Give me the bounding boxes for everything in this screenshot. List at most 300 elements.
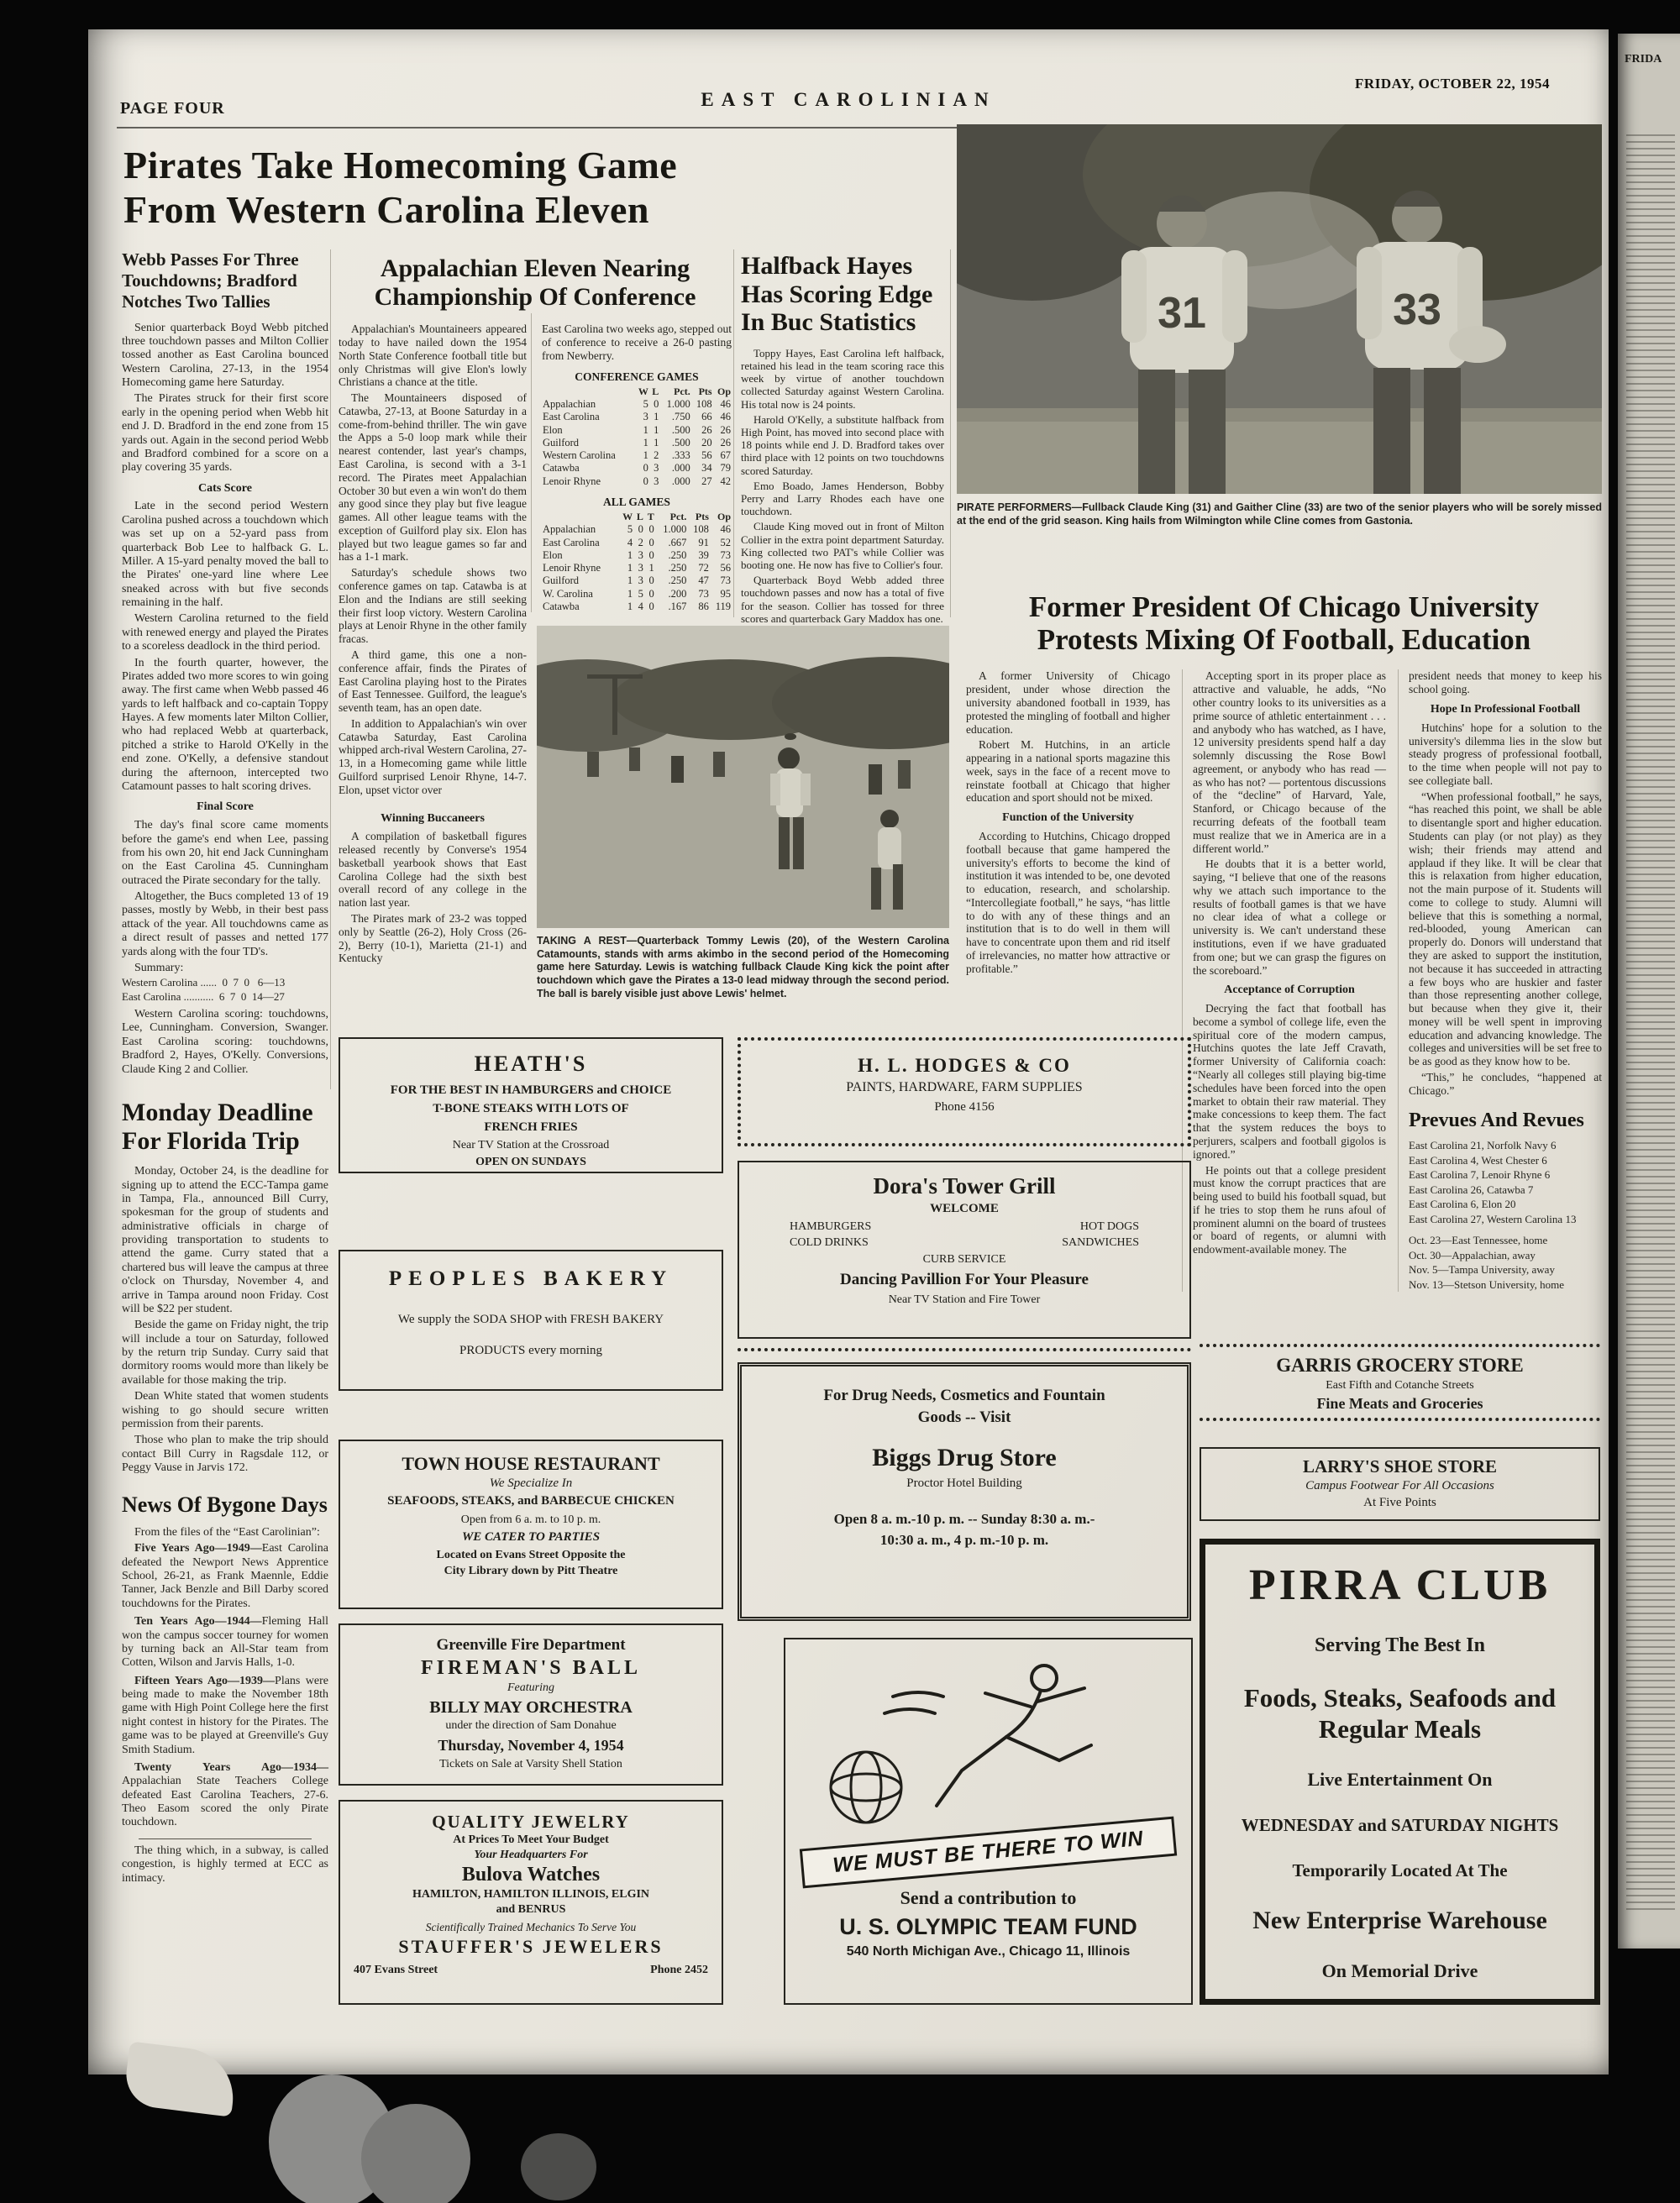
conference-games-table xyxy=(542,386,732,488)
lead-paragraph: In the fourth quarter, however, the Pirates added two more scores to win going away. The first came when Webb passed 46 yards to left halfback and co-captain Toppy Hayes. A few moments later Milton Collier, who had replaced Webb at quarterback, pitched a strike to Harold O'Kelly in the end zone. O'Kelly, a defensive standout during the afternoon, intercepted two Catamount passes to halt scoring drives. xyxy=(122,656,328,793)
pct-cell: .500 xyxy=(671,423,690,436)
team-cell: Western Carolina xyxy=(543,449,616,462)
pts-cell: 39 xyxy=(698,548,709,561)
wins-cell: 0 xyxy=(643,462,648,475)
team-cell: Appalachian xyxy=(543,523,596,536)
chicago-paragraph: Decrying the fact that football has become a symbol of college life, even the spiritual core of the modern campus, Hutchins quotes the late Jeff Cravath, former University of California coach: “Nearly all colleges still playing big-time schedules have been forced into the open market to obtain their raw material. They make concessions to keep them. The fact that the system reduces the boys to perjurers, scalpers and football gigolos is ignored.” xyxy=(1193,1002,1386,1161)
bygone-item-text: Plans were being made to make the November 18th game with High Point College here the first night contest in history for the Pirates. The game was to be played at Greenville's Guy Smith Stadium. xyxy=(122,1674,328,1756)
all-games-table-row xyxy=(542,549,732,562)
prevues-schedule-line: Oct. 30—Appalachian, away xyxy=(1409,1248,1536,1261)
newspaper-name: EAST CAROLINIAN xyxy=(701,89,996,110)
team-cell: Guilford xyxy=(543,574,580,587)
garris-ad xyxy=(1200,1344,1600,1421)
conference-table-row xyxy=(542,449,732,462)
garris-name: GARRIS GROCERY STORE xyxy=(1276,1355,1524,1376)
conference-table-header-cell: L xyxy=(652,386,659,398)
doras-name: Dora's Tower Grill xyxy=(873,1173,1056,1199)
star-divider xyxy=(738,1348,1191,1351)
losses-cell: 3 xyxy=(638,548,643,561)
conference-table-row xyxy=(542,398,732,411)
conference-table-header-cell: Op xyxy=(717,386,731,398)
bygone-item xyxy=(122,1615,328,1671)
wins-cell: 1 xyxy=(627,600,633,612)
bygone-intro: From the files of the “East Carolinian”: xyxy=(134,1525,320,1539)
all-games-header-cell: Pts xyxy=(695,511,709,523)
larrys-ad xyxy=(1200,1447,1600,1521)
team-cell: Elon xyxy=(543,548,563,561)
op-cell: 95 xyxy=(720,587,731,600)
all-games-table-row xyxy=(542,537,732,549)
wins-cell: 1 xyxy=(627,548,633,561)
team-cell: Lenoir Rhyne xyxy=(543,562,601,574)
all-games-table-row xyxy=(542,601,732,613)
pirra-line5: WEDNESDAY and SATURDAY NIGHTS xyxy=(1241,1814,1559,1835)
bygone-headline: News Of Bygone Days xyxy=(122,1492,328,1518)
heaths-name: HEATH'S xyxy=(474,1052,588,1076)
conference-table-row xyxy=(542,424,732,437)
ties-cell: 0 xyxy=(648,548,654,561)
losses-cell: 1 xyxy=(654,423,659,436)
op-cell: 46 xyxy=(720,398,731,411)
ties-cell: 0 xyxy=(648,600,654,612)
team-cell: W. Carolina xyxy=(543,587,593,600)
all-games-header-row xyxy=(542,511,732,523)
action-photo-image xyxy=(537,626,949,928)
prevues-schedule-line: Nov. 13—Stetson University, home xyxy=(1409,1277,1564,1291)
lead-headline-line1: Pirates Take Homecoming Game xyxy=(123,144,678,186)
appalachian-paragraph: The Mountaineers disposed of Catawba, 27-13, at Boone Saturday in a come-from-behind thriller. The win gave the Apps a 5-0 loop mark while their nearest contender, last year's champs, East Carolina, is second with a 3-1 record. The Pirates meet Appalachian October 30 but even a win won't do them any good since they play but five league games. All other league teams with the exception of Guilford play six. Elon has played but two league games so far and has a 1-1 mark. xyxy=(339,391,527,564)
filler-note: The thing which, in a subway, is called congestion, is highly termed at ECC as intimacy. xyxy=(122,1844,328,1885)
chicago-column-c xyxy=(1398,669,1602,1292)
all-games-title: ALL GAMES xyxy=(603,495,670,508)
pirra-line8: On Memorial Drive xyxy=(1321,1959,1478,1981)
wins-cell: 3 xyxy=(643,411,648,423)
bygone-item xyxy=(122,1761,328,1830)
town-house-line1: We Specialize In xyxy=(489,1477,573,1491)
heaths-line4: Near TV Station at the Crossroad xyxy=(452,1139,610,1152)
hayes-headline-line3: In Buc Statistics xyxy=(741,308,916,337)
adjacent-page-header-fragment: FRIDA xyxy=(1625,53,1662,66)
summary-label: Summary: xyxy=(134,961,184,974)
pct-cell: .167 xyxy=(668,600,687,612)
pirra-line7: New Enterprise Warehouse xyxy=(1252,1906,1547,1934)
ties-cell: 0 xyxy=(648,536,654,548)
column-1 xyxy=(122,249,328,1888)
appalachian-paragraph: Saturday's schedule shows two conference games on tap. Catawba is at Elon and the Indians are still seeking their first loop victory. Western Carolina plays at Lenoir Rhyne in the other family fracas. xyxy=(339,566,527,646)
lead-deck-line2: Touchdowns; Bradford xyxy=(122,270,297,291)
olympic-fund-ad xyxy=(784,1638,1193,2005)
prevues-schedule-line: Oct. 23—East Tennessee, home xyxy=(1409,1234,1548,1247)
biggs-line4: Open 8 a. m.-10 p. m. -- Sunday 8:30 a. m.- xyxy=(833,1510,1095,1527)
hayes-headline-line1: Halfback Hayes xyxy=(741,252,913,280)
lead-paragraph: Senior quarterback Boyd Webb pitched three touchdown passes and Milton Collier tossed another as East Carolina bounced Western Carolina, 27-13, in the 1954 Homecoming game here Saturday. xyxy=(122,321,328,390)
ties-cell: 1 xyxy=(648,562,654,574)
players-photo-image xyxy=(957,124,1602,494)
conference-table-header-row xyxy=(542,386,732,398)
column-rule xyxy=(733,249,734,617)
conference-table-body xyxy=(542,398,732,488)
hodges-name: H. L. HODGES & CO xyxy=(858,1055,1071,1076)
wins-cell: 5 xyxy=(627,523,633,536)
wins-cell: 1 xyxy=(627,574,633,587)
hodges-line2: Phone 4156 xyxy=(934,1099,995,1114)
ties-cell: 0 xyxy=(648,587,654,600)
winning-paragraph: A compilation of basketball figures released recently by Converse's 1954 basketball yearbook shows that East Carolina College had the sixth best overall record of any college in the nation last year. xyxy=(339,830,527,910)
conference-table-header-cell: W xyxy=(638,386,648,398)
lead-headline xyxy=(123,144,753,233)
town-house-line3: Open from 6 a. m. to 10 p. m. xyxy=(460,1513,601,1527)
pts-cell: 56 xyxy=(701,449,712,462)
op-cell: 52 xyxy=(720,536,731,548)
newspaper-page xyxy=(88,29,1609,2074)
conference-table-header-cell: Pct. xyxy=(674,386,690,398)
appalachian-paragraph: Appalachian's Mountaineers appeared today to have nailed down the 1954 North State Conference football title but only Christmas will give Elon's lowly Christians a chance at the title. xyxy=(339,323,527,389)
doras-ad xyxy=(738,1161,1191,1339)
monday-paragraph: Dean White stated that women students wishing to go should secure written permission from their parents. xyxy=(122,1390,328,1430)
prevues-result-line: East Carolina 27, Western Carolina 13 xyxy=(1409,1212,1577,1225)
lead-paragraph: Altogether, the Bucs completed 13 of 19 passes, mostly by Webb, in their best pass attack of the year. All touchdowns came as a direct result of passes and netted 177 yards along with the four TD's. xyxy=(122,890,328,958)
hayes-paragraph: Claude King moved out in front of Milton Collier in the extra point department Saturday. King collected two PAT's while Collier was booting one. He now has five to Collier's four. xyxy=(741,520,944,572)
pirra-club-ad xyxy=(1200,1539,1600,2005)
score-summary-line: Western Carolina ...... 0 7 0 6—13 xyxy=(122,976,286,989)
prevues-results-list xyxy=(1409,1138,1602,1226)
firemans-ball-ad xyxy=(339,1623,723,1786)
heaths-line1: FOR THE BEST IN HAMBURGERS and CHOICE xyxy=(390,1083,672,1098)
losses-cell: 3 xyxy=(638,574,643,587)
op-cell: 26 xyxy=(720,436,731,448)
pct-cell: .000 xyxy=(671,462,690,475)
monday-headline xyxy=(122,1099,328,1155)
doras-item-hamburgers: HAMBURGERS xyxy=(790,1220,872,1233)
losses-cell: 1 xyxy=(654,436,659,448)
larrys-line2: At Five Points xyxy=(1363,1495,1436,1509)
op-cell: 79 xyxy=(720,462,731,475)
pts-cell: 72 xyxy=(698,562,709,574)
lead-subhead-cats-score: Cats Score xyxy=(198,481,252,495)
all-games-table-row xyxy=(542,562,732,574)
filler-rule xyxy=(139,1838,312,1839)
stauffers-phone: Phone 2452 xyxy=(650,1964,708,1977)
prevues-result-line: East Carolina 21, Norfolk Navy 6 xyxy=(1409,1139,1557,1151)
losses-cell: 4 xyxy=(638,600,643,612)
all-games-header-cell: T xyxy=(647,511,654,523)
conference-table-header-cell xyxy=(542,386,634,398)
doras-item-sandwiches: SANDWICHES xyxy=(1062,1236,1139,1250)
peoples-line2: PRODUCTS every morning xyxy=(459,1343,602,1357)
town-house-line5: Located on Evans Street Opposite the xyxy=(436,1548,626,1561)
chicago-paragraph: “This,” he concludes, “happened at Chicago.” xyxy=(1409,1071,1602,1097)
op-cell: 73 xyxy=(720,574,731,587)
stauffers-line3: HAMILTON, HAMILTON ILLINOIS, ELGIN xyxy=(412,1888,650,1901)
chicago-headline-line1: Former President Of Chicago University xyxy=(1028,590,1540,623)
op-cell: 42 xyxy=(720,475,731,487)
conference-games-title: CONFERENCE GAMES xyxy=(575,370,699,383)
chicago-paragraph: Robert M. Hutchins, in an article appearing in a national sports magazine this week, says in the face of a recent move to reinstate football at Chicago that higher education and sport should not be mixed. xyxy=(966,738,1170,805)
wins-cell: 1 xyxy=(643,436,648,448)
pct-cell: .250 xyxy=(668,548,687,561)
fireman-line3: BILLY MAY ORCHESTRA xyxy=(429,1697,633,1717)
firemans-ball-name: FIREMAN'S BALL xyxy=(420,1656,642,1679)
column-rule xyxy=(950,249,951,617)
pct-cell: .333 xyxy=(671,449,690,462)
pct-cell: .667 xyxy=(668,536,687,548)
ties-cell: 0 xyxy=(648,523,654,536)
prevues-result-line: East Carolina 6, Elon 20 xyxy=(1409,1198,1516,1211)
olympic-line2: 540 North Michigan Ave., Chicago 11, Illinois xyxy=(846,1943,1131,1959)
biggs-name: Biggs Drug Store xyxy=(872,1444,1057,1472)
lead-paragraph: The day's final score came moments before the game's end when Lee, passing from his own 20, hit end Jack Cunningham on the East Carolina 45. Cunningham outraced the Pirate secondary for the tally. xyxy=(122,819,328,887)
pct-cell: .000 xyxy=(671,475,690,487)
larrys-name: LARRY'S SHOE STORE xyxy=(1302,1456,1498,1477)
scanner-artifact-shadow xyxy=(521,2133,596,2200)
losses-cell: 0 xyxy=(654,398,659,411)
town-house-line6: City Library down by Pitt Theatre xyxy=(444,1565,618,1578)
losses-cell: 3 xyxy=(654,475,659,487)
biggs-line2: Goods -- Visit xyxy=(917,1408,1011,1426)
pirra-line4: Live Entertainment On xyxy=(1307,1768,1493,1790)
op-cell: 26 xyxy=(720,423,731,436)
wins-cell: 0 xyxy=(643,475,648,487)
team-cell: East Carolina xyxy=(543,536,600,548)
team-cell: Appalachian xyxy=(543,398,596,411)
bygone-item-text: Appalachian State Teachers College defeated East Carolina Teachers, 27-6. Theo Easom scored the only Pirate touchdown. xyxy=(122,1775,328,1829)
adjacent-page-sliver xyxy=(1618,34,1680,1949)
heaths-ad xyxy=(339,1037,723,1173)
doras-item-hot-dogs: HOT DOGS xyxy=(1079,1220,1139,1233)
fireman-line4: under the direction of Sam Donahue xyxy=(445,1718,617,1732)
lead-paragraph: Late in the second period Western Carolina pushed across a touchdown which was set up on a 52-yard pass from quarterback Bob Lee to halfback G. L. Miller. A 15-yard penalty moved the ball to the Pirates' one-yard line where Lee sneaked across with but five seconds remaining in the half. xyxy=(122,500,328,610)
pct-cell: 1.000 xyxy=(663,523,687,536)
stauffers-line2: Your Headquarters For xyxy=(474,1849,588,1862)
appalachian-headline-line1: Appalachian Eleven Nearing xyxy=(380,254,690,282)
prevues-title: Prevues And Revues xyxy=(1409,1109,1584,1131)
bygone-item-lead: Fifteen Years Ago—1939— xyxy=(134,1674,276,1687)
chicago-headline-line2: Protests Mixing Of Football, Education xyxy=(1037,623,1531,657)
olympic-banner: WE MUST BE THERE TO WIN xyxy=(800,1817,1177,1889)
monday-paragraph: Beside the game on Friday night, the trip will include a tour on Saturday, followed by the return trip Sunday. Curry said that dormitory rooms would more than likely be available for those making the trip. xyxy=(122,1319,328,1387)
prevues-schedule-line: Nov. 5—Tampa University, away xyxy=(1409,1263,1555,1277)
action-photo xyxy=(537,626,949,928)
adjacent-page-text-lines xyxy=(1626,134,1675,1915)
column-rule xyxy=(330,249,331,1089)
doras-item-cold-drinks: COLD DRINKS xyxy=(790,1236,869,1250)
lead-paragraph: Western Carolina returned to the field with renewed energy and played the Pirates to a scoreless deadlock in the third period. xyxy=(122,612,328,653)
chicago-subhead-corruption: Acceptance of Corruption xyxy=(1224,983,1355,997)
lead-deck xyxy=(122,249,328,313)
winning-paragraph: The Pirates mark of 23-2 was topped only by Seattle (26-2), Holy Cross (26-2), Berry (10-1), Marietta (21-1) and Kentucky xyxy=(339,912,527,965)
pts-cell: 66 xyxy=(701,411,712,423)
wins-cell: 4 xyxy=(627,536,633,548)
fireman-line1: Greenville Fire Department xyxy=(436,1636,626,1654)
pct-cell: .500 xyxy=(671,436,690,448)
wins-cell: 1 xyxy=(627,562,633,574)
fireman-line6: Tickets on Sale at Varsity Shell Station xyxy=(439,1757,622,1770)
pts-cell: 47 xyxy=(698,574,709,587)
wins-cell: 1 xyxy=(643,423,648,436)
pts-cell: 86 xyxy=(698,600,709,612)
stauffers-name: STAUFFER'S JEWELERS xyxy=(398,1936,664,1958)
stauffers-title: QUALITY JEWELRY xyxy=(432,1812,630,1832)
hodges-line1: PAINTS, HARDWARE, FARM SUPPLIES xyxy=(846,1079,1083,1094)
heaths-line3: FRENCH FRIES xyxy=(484,1120,578,1134)
chicago-subhead-function: Function of the University xyxy=(1002,811,1134,825)
pirra-line1: Serving The Best In xyxy=(1315,1634,1485,1656)
team-cell: Lenoir Rhyne xyxy=(543,475,601,487)
doras-line2: Near TV Station and Fire Tower xyxy=(888,1293,1041,1307)
all-games-table-row xyxy=(542,574,732,587)
op-cell: 46 xyxy=(720,411,731,423)
all-games-header-cell: L xyxy=(636,511,643,523)
bygone-item xyxy=(122,1675,328,1757)
all-games-header-cell xyxy=(542,511,618,523)
garris-line1: East Fifth and Cotanche Streets xyxy=(1326,1378,1474,1392)
chicago-paragraph: A former University of Chicago president, under whose direction the university abandoned football in 1939, has protested the mingling of football and higher education. xyxy=(966,669,1170,736)
hayes-headline-line2: Has Scoring Edge xyxy=(741,280,933,308)
pts-cell: 108 xyxy=(696,398,712,411)
score-summary-line: East Carolina ........... 6 7 0 14—27 xyxy=(122,990,285,1004)
op-cell: 46 xyxy=(720,523,731,536)
pct-cell: .200 xyxy=(668,587,687,600)
bygone-item-text: East Carolina defeated the Newport News Apprentice School, 26-21, as Frank Maennle, Eddie Tanner, Jack Benzle and Bill Darby scored touchdowns for the Pirates. xyxy=(122,1542,328,1610)
issue-date: FRIDAY, OCTOBER 22, 1954 xyxy=(1355,76,1550,92)
lead-subhead-final-score: Final Score xyxy=(197,800,254,814)
monday-paragraph: Those who plan to make the trip should contact Bill Curry in Ragsdale 112, or Peggy Vause in Jarvis 172. xyxy=(122,1434,328,1474)
pct-cell: .250 xyxy=(668,574,687,587)
pirra-line3: Regular Meals xyxy=(1318,1713,1482,1744)
doras-curb-service: CURB SERVICE xyxy=(922,1253,1006,1267)
town-house-ad xyxy=(339,1440,723,1609)
pts-cell: 34 xyxy=(701,462,712,475)
players-photo-caption: PIRATE PERFORMERS—Fullback Claude King (31) and Gaither Cline (33) are two of the senior players who will be sorely missed at the end of the grid season. King hails from Wilmington while Cline comes from Gastonia. xyxy=(957,501,1602,527)
appalachian-headline-line2: Championship Of Conference xyxy=(374,282,696,311)
bygone-item-lead: Ten Years Ago—1944— xyxy=(134,1615,262,1629)
team-cell: Elon xyxy=(543,423,563,436)
chicago-paragraph: He doubts that it is a better world, saying, “I believe that one of the reasons why we attach such importance to the results of football games is that we have no clear idea of what a college or university is. We can't understand these institutions, even if we have graduated from one; but we can grasp the figures on the scoreboard.” xyxy=(1193,858,1386,977)
op-cell: 119 xyxy=(715,600,731,612)
pts-cell: 73 xyxy=(698,587,709,600)
hayes-story xyxy=(741,252,944,627)
scanner-artifact-finger xyxy=(361,2104,470,2203)
op-cell: 73 xyxy=(720,548,731,561)
fireman-line5: Thursday, November 4, 1954 xyxy=(438,1736,624,1754)
chicago-paragraph: He points out that a college president must know the corrupt practices that are being used to build his football squad, but if he tries to stop them he runs afoul of prominent alumni on the board of trustees or board of regents, or alumni with endowment-available money. The xyxy=(1193,1163,1386,1256)
peoples-line1: We supply the SODA SHOP with FRESH BAKERY xyxy=(397,1313,664,1326)
losses-cell: 5 xyxy=(638,587,643,600)
wins-cell: 1 xyxy=(643,449,648,462)
monday-paragraph: Monday, October 24, is the deadline for signing up to attend the ECC-Tampa game in Tampa, Fla., announced Bill Curry, spokesman for the group of students and administrative officials in charge of providing transportation to students to attend the game. Curry stated that a chartered bus will leave the campus at three o'clock on Thursday, November 4, and arrive in Tampa around noon Friday. Cost will be $22 per student. xyxy=(122,1165,328,1315)
doras-welcome: WELCOME xyxy=(930,1202,999,1216)
op-cell: 56 xyxy=(720,562,731,574)
winning-buccaneers-subhead: Winning Buccaneers xyxy=(381,811,485,825)
page-number-label: PAGE FOUR xyxy=(120,99,225,118)
pts-cell: 26 xyxy=(701,423,712,436)
wins-cell: 1 xyxy=(627,587,633,600)
town-house-name: TOWN HOUSE RESTAURANT xyxy=(402,1453,660,1474)
doras-line1: Dancing Pavillion For Your Pleasure xyxy=(840,1270,1089,1288)
stauffers-line4: and BENRUS xyxy=(496,1903,566,1917)
biggs-line3: Proctor Hotel Building xyxy=(906,1477,1022,1491)
town-house-line2: SEAFOODS, STEAKS, and BARBECUE CHICKEN xyxy=(387,1494,675,1508)
pts-cell: 91 xyxy=(698,536,709,548)
pts-cell: 20 xyxy=(701,436,712,448)
bygone-item-lead: Twenty Years Ago—1934— xyxy=(134,1760,328,1774)
bygone-item-text: Fleming Hall won the campus soccer tourney for women by turning back an All-Star team from Cotten, Wilson and Jarvis Halls, 1-0. xyxy=(122,1615,328,1670)
stauffers-line1: At Prices To Meet Your Budget xyxy=(453,1833,609,1847)
team-cell: East Carolina xyxy=(543,411,600,423)
players-photo xyxy=(957,124,1602,494)
fireman-line2: Featuring xyxy=(507,1681,554,1694)
larrys-line1: Campus Footwear For All Occasions xyxy=(1305,1479,1494,1493)
team-cell: Catawba xyxy=(543,462,580,475)
heaths-line2: T-BONE STEAKS WITH LOTS OF xyxy=(433,1101,629,1115)
pts-cell: 27 xyxy=(701,475,712,487)
hayes-paragraph: Quarterback Boyd Webb added three touchdown passes and now has a total of five for the season. Collier has tossed for three scores and quarterback Gary Maddox has one. xyxy=(741,574,944,625)
pts-cell: 108 xyxy=(693,523,709,536)
monday-headline-line1: Monday Deadline xyxy=(122,1098,313,1126)
prevues-schedule-list xyxy=(1409,1233,1602,1292)
wins-cell: 5 xyxy=(643,398,648,411)
chicago-paragraph: According to Hutchins, Chicago dropped football because that game hampered the university's efforts to become the kind of institution it was intended to be, one devoted to education, research, and scholarship. “Intercollegiate football,” he says, “has little to do with any of these things and an institution that is to do well in them will have to concentrate upon them and rid itself of irrelevancies, no matter how attractive or profitable.” xyxy=(966,829,1170,975)
chicago-subhead-hope: Hope In Professional Football xyxy=(1430,702,1581,716)
conference-table-row xyxy=(542,475,732,488)
biggs-ad xyxy=(738,1362,1191,1621)
appalachian-paragraph: In addition to Appalachian's win over Catawba Saturday, East Carolina whipped arch-rival Western Carolina, 27-13, in a Homecoming game while little Guilford surprised Lenoir Rhyne, 14-7. Elon, upset victor over xyxy=(339,716,527,796)
all-games-table-row xyxy=(542,523,732,536)
garris-line2: Fine Meats and Groceries xyxy=(1316,1394,1483,1412)
prevues-result-line: East Carolina 26, Catawba 7 xyxy=(1409,1183,1534,1196)
hayes-paragraph: Emo Boado, James Henderson, Bobby Perry and Larry Rhodes each have one touchdown. xyxy=(741,479,944,518)
chicago-paragraph: “When professional football,” he says, “has reached this point, we shall be able to disentangle sport and higher education. Students can play (or not play) as they wish; their friends may attend and applaud if they like. It will be clear that this is relaxation from higher education, not the main purpose of it. Students will come to college to study. Alumni will believe that this is something a normal, red-blooded, young American can properly do. Donors will understand that they are asked to support the institution, not because it has succeeded in attracting a few boys who are huskier and faster than those representing another college, but because when they give it, their money will be well spent in improving education and advancing knowledge. The colleges and universities will be set free to be as good as they know how to be. xyxy=(1409,789,1602,1068)
peoples-bakery-name: PEOPLES BAKERY xyxy=(388,1267,674,1290)
bygone-item xyxy=(122,1542,328,1611)
column-rule xyxy=(531,313,532,612)
bygone-item-list xyxy=(122,1542,328,1830)
losses-cell: 2 xyxy=(638,536,643,548)
lead-headline-line2: From Western Carolina Eleven xyxy=(123,187,650,231)
olympic-runner-illustration xyxy=(792,1646,1183,1827)
appalachian-paragraph: A third game, this one a non-conference affair, finds the Pirates of East Carolina playing host to the Pirates of East Tennessee. Guilford, the league's seventh team, has an open date. xyxy=(339,648,527,715)
all-games-header-cell: Op xyxy=(717,511,731,523)
biggs-line1: For Drug Needs, Cosmetics and Fountain xyxy=(823,1387,1105,1404)
appalachian-left-column xyxy=(339,323,527,968)
chicago-paragraph: Hutchins' hope for a solution to the university's dilemma lies in the slow but steady progress of professional football, to the time when people will not pay to see collegiate ball. xyxy=(1409,721,1602,787)
prevues-result-line: East Carolina 4, West Chester 6 xyxy=(1409,1153,1547,1167)
hayes-paragraph: Harold O'Kelly, a substitute halfback from High Point, has moved into second place with 18 points while end J. D. Bradford takes over third place with 12 points on two touchdowns scored Saturday. xyxy=(741,412,944,477)
lead-deck-line1: Webb Passes For Three xyxy=(122,249,299,270)
peoples-bakery-ad xyxy=(339,1250,723,1391)
pirra-name: PIRRA CLUB xyxy=(1248,1561,1551,1609)
ties-cell: 0 xyxy=(648,574,654,587)
pirra-line2: Foods, Steaks, Seafoods and xyxy=(1243,1682,1557,1713)
jersey-number-right: 33 xyxy=(1393,286,1441,334)
pirra-line6: Temporarily Located At The xyxy=(1292,1859,1508,1880)
chicago-paragraph: Accepting sport in its proper place as attractive and valuable, he adds, “No other country looks to its universities as a prime source of athletic entertainment . . . and anybody who has watched, as I have, 12 university presidents spend half a day solemnly discussing the Rose Bowl agreement, or anybody who has read — as who has not? — portentous discussions of the “decline” of Harvard, Yale, Stanford, or Chicago because of the recurring defeats of the football team must realize that we in America are in a different world.” xyxy=(1193,669,1386,855)
olympic-fund-name: U. S. OLYMPIC TEAM FUND xyxy=(839,1913,1137,1939)
appalachian-continuation: East Carolina two weeks ago, stepped out of conference to receive a 26-0 pasting from Newberry. xyxy=(542,323,732,362)
town-house-line4: WE CATER TO PARTIES xyxy=(461,1530,601,1545)
pct-cell: .750 xyxy=(671,411,690,423)
team-cell: Guilford xyxy=(543,436,580,448)
losses-cell: 1 xyxy=(654,411,659,423)
stauffers-address: 407 Evans Street xyxy=(354,1964,438,1977)
pct-cell: 1.000 xyxy=(666,398,690,411)
bygone-item-lead: Five Years Ago—1949— xyxy=(134,1542,262,1555)
lead-deck-line3: Notches Two Tallies xyxy=(122,291,270,312)
all-games-table-body xyxy=(542,523,732,613)
lead-paragraph: The Pirates struck for their first score early in the opening period when Webb hit end J. D. Bradford in the end zone from 15 yards out. Again in the second period Webb and Bradford combined for a score on a play covering 35 yards. xyxy=(122,392,328,475)
op-cell: 67 xyxy=(720,449,731,462)
losses-cell: 2 xyxy=(654,449,659,462)
